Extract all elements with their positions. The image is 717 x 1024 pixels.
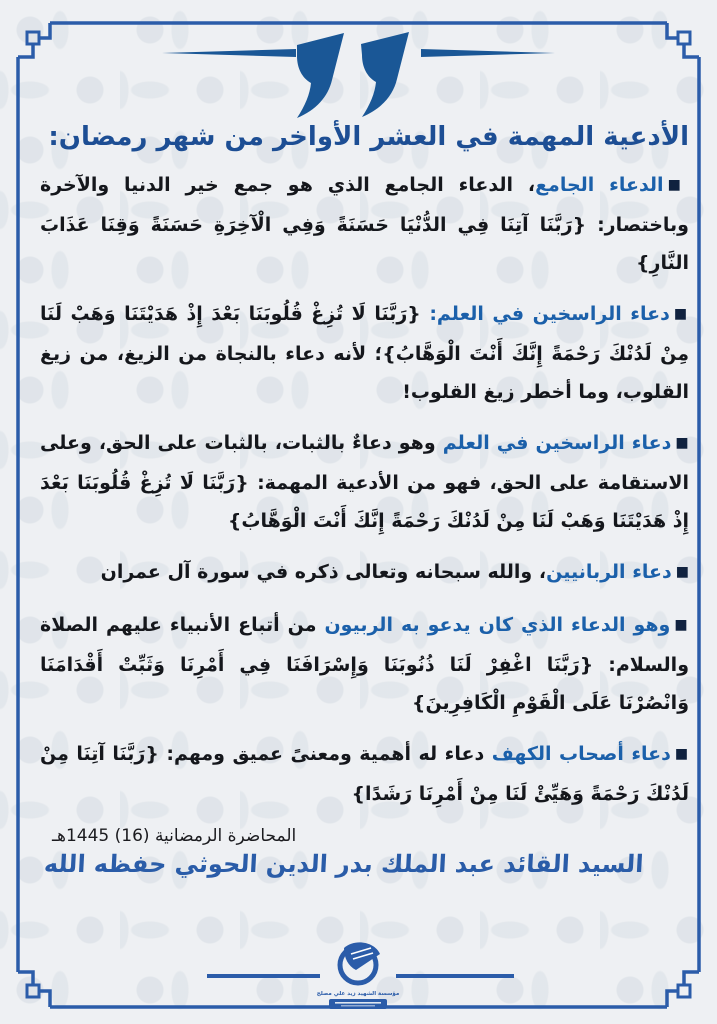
dua-paragraph-6 bbox=[40, 735, 689, 813]
page-title: الأدعية المهمة في العشر الأواخر من شهر رمضان: bbox=[48, 122, 689, 152]
logo-ribbon-subtext-line bbox=[341, 1005, 375, 1006]
dua-paragraph-1 bbox=[40, 166, 689, 282]
paragraph-body: ، والله سبحانه وتعالى ذكره في سورة آل عمران bbox=[100, 561, 547, 583]
speaker-signature: السيد القائد عبد الملك بدر الدين الحوثي حفظه الله bbox=[43, 850, 645, 878]
square-bullet-icon: ■ bbox=[667, 177, 689, 193]
logo-right-line bbox=[396, 974, 514, 978]
quote-mark-icon bbox=[297, 32, 409, 118]
foundation-logo bbox=[303, 942, 413, 1020]
dua-paragraph-2 bbox=[40, 295, 689, 411]
logo-caption: مؤسسة الشهيد زيد علي مصلح bbox=[316, 991, 400, 997]
paragraph-lead: دعاء الراسخين في العلم: bbox=[429, 303, 670, 325]
square-bullet-icon: ■ bbox=[673, 306, 689, 322]
dua-paragraph-5 bbox=[40, 606, 689, 722]
paragraph-body: دعاء له أهمية ومعنىً عميق ومهم: {رَبَّنَا آتِنَا مِنْ لَدُنْكَ رَحْمَةً وَهَيِّئْ لَنَا مِنْ أَمْرِنَا رَشَدًا} bbox=[40, 743, 689, 805]
paragraph-body: من أتباع الأنبياء عليهم الصلاة والسلام: {رَبَّنَا اغْفِرْ لَنَا ذُنُوبَنَا وَإِسْرَافَنَا فِي أَمْرِنَا وَثَبِّتْ أَقْدَامَنَا وَانْصُرْنَا عَلَى الْقَوْمِ الْكَافِرِينَ} bbox=[40, 614, 689, 714]
right-taper-line bbox=[421, 49, 555, 57]
paragraph-lead: دعاء الربانيين bbox=[546, 561, 672, 583]
paragraph-lead: دعاء أصحاب الكهف bbox=[491, 743, 671, 765]
paragraph-lead: دعاء الراسخين في العلم bbox=[442, 432, 672, 454]
logo-ribbon bbox=[329, 999, 387, 1009]
square-bullet-icon: ■ bbox=[674, 746, 690, 762]
square-bullet-icon: ■ bbox=[675, 564, 689, 580]
square-bullet-icon: ■ bbox=[674, 617, 689, 633]
square-bullet-icon: ■ bbox=[675, 435, 690, 451]
lecture-reference: المحاضرة الرمضانية (16) 1445هـ bbox=[52, 826, 297, 846]
paragraph-lead: وهو الدعاء الذي كان يدعو به الربيون bbox=[324, 614, 671, 636]
main-content bbox=[40, 116, 689, 878]
logo-ribbon-text-line bbox=[335, 1002, 381, 1004]
dua-paragraph-4 bbox=[40, 553, 689, 593]
paragraph-body: وهو دعاءٌ بالثبات، بالثبات على الحق، وعلى الاستقامة على الحق، فهو من الأدعية المهمة: {رَبَّنَا لَا تُزِغْ قُلُوبَنَا بَعْدَ إِذْ هَدَيْتَنَا وَهَبْ لَنَا مِنْ لَدُنْكَ رَحْمَةً إِنَّكَ أَنْتَ الْوَهَّابُ} bbox=[40, 432, 689, 532]
dua-paragraph-3 bbox=[40, 424, 689, 540]
paragraph-body: ، الدعاء الجامع الذي هو جمع خير الدنيا والآخرة وباختصار: {رَبَّنَا آتِنَا فِي الدُّنْيَا حَسَنَةً وَفِي الْآخِرَةِ حَسَنَةً وَقِنَا عَذَابَ النَّارِ} bbox=[40, 174, 689, 274]
paragraph-lead: الدعاء الجامع bbox=[535, 174, 664, 196]
paragraph-body: {رَبَّنَا لَا تُزِغْ قُلُوبَنَا بَعْدَ إِذْ هَدَيْتَنَا وَهَبْ لَنَا مِنْ لَدُنْكَ رَحْمَةً إِنَّكَ أَنْتَ الْوَهَّابُ}؛ لأنه دعاء بالنجاة من الزيغ، من زيغ القلوب، وما أخطر زيغ القلوب! bbox=[40, 303, 689, 403]
left-taper-line bbox=[162, 49, 296, 57]
